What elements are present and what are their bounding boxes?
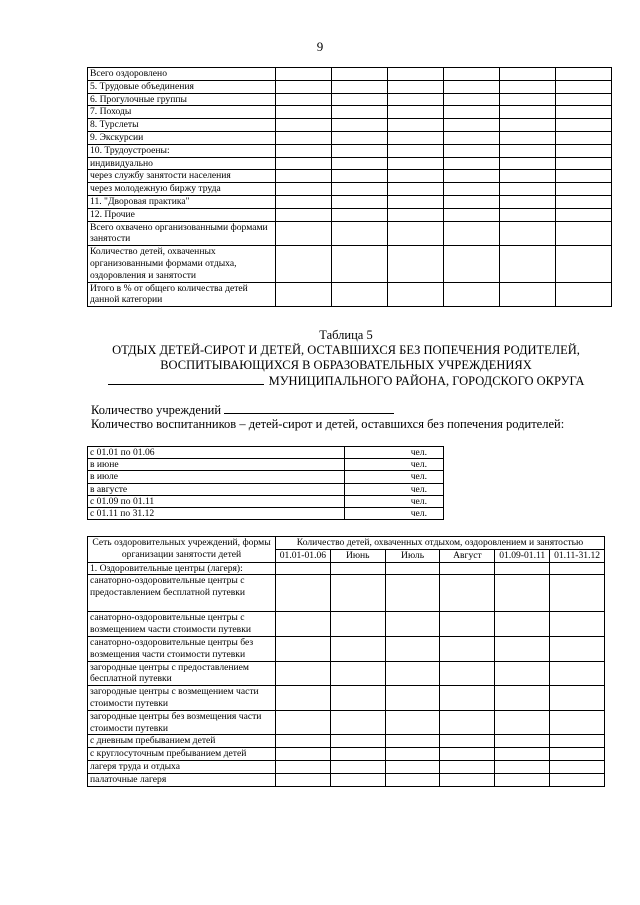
table-title-line-1: ОТДЫХ ДЕТЕЙ-СИРОТ И ДЕТЕЙ, ОСТАВШИХСЯ БЕЗ ПОПЕЧЕНИЯ РОДИТЕЛЕЙ, [112, 343, 580, 357]
row-label: Всего охвачено организованными формами занятости [88, 221, 276, 246]
blank-line [108, 373, 264, 385]
table-row [88, 459, 444, 471]
period-label: с 01.01 по 01.06 [88, 447, 345, 459]
row-label: индивидуально [88, 157, 276, 170]
period-label: в июне [88, 459, 345, 471]
table-row [88, 208, 612, 221]
row-label: Итого в % от общего количества детей данной категории [88, 282, 276, 307]
periods-table [87, 446, 444, 520]
pupils-count-label: Количество воспитанников – детей-сирот и детей, оставшихся без попечения родителей: [91, 417, 565, 431]
column-header: Август [440, 549, 495, 562]
row-label: через молодежную биржу труда [88, 183, 276, 196]
table-row [88, 131, 612, 144]
summary-table [87, 67, 612, 307]
row-label: палаточные лагеря [88, 773, 276, 786]
blank-line [224, 402, 394, 414]
row-label: 11. "Дворовая практика" [88, 195, 276, 208]
unit-label: чел. [345, 508, 444, 520]
page-number: 9 [316, 39, 324, 54]
period-label: в июле [88, 471, 345, 483]
table-row [88, 508, 444, 520]
row-label: лагеря труда и отдыха [88, 760, 276, 773]
table-row [88, 68, 612, 81]
row-label: 5. Трудовые объединения [88, 80, 276, 93]
table-row [88, 773, 605, 786]
column-header: Июнь [330, 549, 385, 562]
institutions-count [91, 402, 394, 418]
row-label: с дневным пребыванием детей [88, 735, 276, 748]
column-header: Июль [385, 549, 440, 562]
table-row [88, 495, 444, 507]
table-row [88, 471, 444, 483]
recreation-table [87, 536, 605, 787]
table-row [88, 483, 444, 495]
table-row [88, 748, 605, 761]
row-label: 10. Трудоустроены: [88, 144, 276, 157]
table-row [88, 170, 612, 183]
period-label: с 01.11 по 31.12 [88, 508, 345, 520]
row-label: Количество детей, охваченных организованными формами отдыха, оздоровления и занятости [88, 246, 276, 282]
table-row [88, 661, 605, 686]
row-label: санаторно-оздоровительные центры без возмещения части стоимости путевки [88, 636, 276, 661]
table-row [88, 735, 605, 748]
table-row [88, 157, 612, 170]
row-label: загородные центры с возмещением части стоимости путевки [88, 686, 276, 711]
column-header: 01.11-31.12 [550, 549, 605, 562]
table-row [88, 93, 612, 106]
table-row [88, 144, 612, 157]
column-header: 01.09-01.11 [495, 549, 550, 562]
table-row [88, 710, 605, 735]
row-label: 9. Экскурсии [88, 131, 276, 144]
header-group-label: Количество детей, охваченных отдыхом, оздоровлением и занятостью [276, 537, 605, 550]
table-title-line-3 [87, 373, 605, 389]
table-row [88, 447, 444, 459]
unit-label: чел. [345, 471, 444, 483]
row-label: 8. Турслеты [88, 119, 276, 132]
row-label: загородные центры без возмещения части стоимости путевки [88, 710, 276, 735]
table-row [88, 106, 612, 119]
table-row [88, 612, 605, 637]
table-row [88, 119, 612, 132]
table-row [88, 80, 612, 93]
row-label: 6. Прогулочные группы [88, 93, 276, 106]
table-row [88, 282, 612, 307]
institutions-label: Количество учреждений [91, 403, 222, 417]
table-row [88, 562, 605, 575]
table-title-line-2: ВОСПИТЫВАЮЩИХСЯ В ОБРАЗОВАТЕЛЬНЫХ УЧРЕЖДЕНИЯХ [160, 358, 532, 372]
header-network-label: Сеть оздоровительных учреждений, формы организации занятости детей [88, 537, 276, 563]
period-label: в августе [88, 483, 345, 495]
unit-label: чел. [345, 495, 444, 507]
table-number: Таблица 5 [319, 328, 373, 342]
row-label: с круглосуточным пребыванием детей [88, 748, 276, 761]
table-row [88, 636, 605, 661]
row-label: 7. Походы [88, 106, 276, 119]
row-label: 1. Оздоровительные центры (лагеря): [88, 562, 276, 575]
row-label: санаторно-оздоровительные центры с возмещением части стоимости путевки [88, 612, 276, 637]
row-label: санаторно-оздоровительные центры с предоставлением бесплатной путевки [88, 575, 276, 612]
row-label: 12. Прочие [88, 208, 276, 221]
table-row [88, 183, 612, 196]
table-row [88, 221, 612, 246]
table-title-line-3-text: МУНИЦИПАЛЬНОГО РАЙОНА, ГОРОДСКОГО ОКРУГА [268, 374, 585, 388]
table-row [88, 686, 605, 711]
unit-label: чел. [345, 483, 444, 495]
period-label: с 01.09 по 01.11 [88, 495, 345, 507]
row-label: Всего оздоровлено [88, 68, 276, 81]
row-label: через службу занятости населения [88, 170, 276, 183]
row-label: загородные центры с предоставлением бесплатной путевки [88, 661, 276, 686]
table-header-row [88, 537, 605, 550]
table-row [88, 575, 605, 612]
table-row [88, 195, 612, 208]
column-header: 01.01-01.06 [276, 549, 331, 562]
table-row [88, 246, 612, 282]
table-row [88, 760, 605, 773]
unit-label: чел. [345, 459, 444, 471]
unit-label: чел. [345, 447, 444, 459]
